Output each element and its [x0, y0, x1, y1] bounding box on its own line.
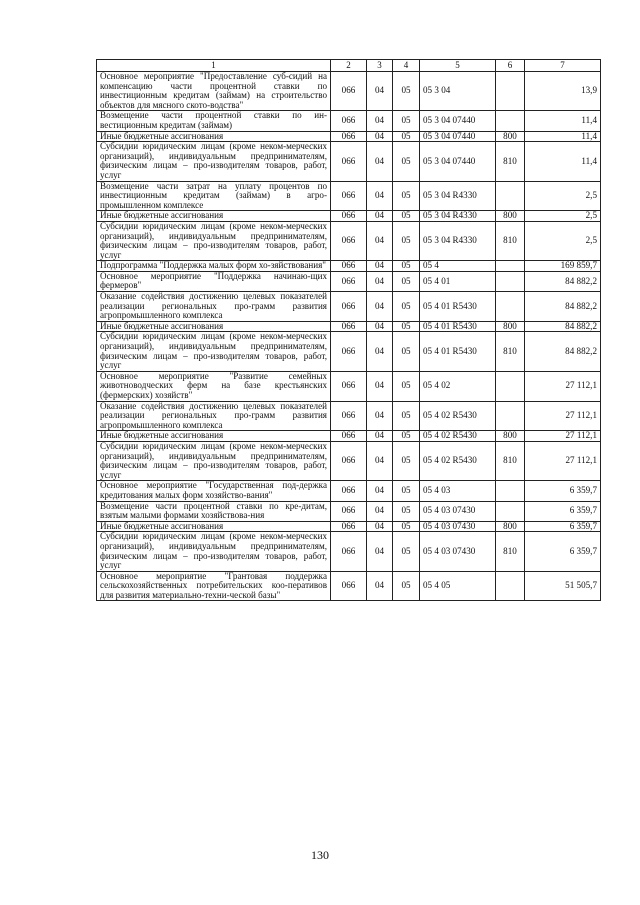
- section-code-cell: 04: [367, 261, 393, 272]
- expense-type-cell: 800: [496, 211, 525, 222]
- section-code-cell: 04: [367, 571, 393, 601]
- ministry-code-cell: 066: [331, 292, 367, 322]
- target-article-cell: 05 3 04 R4330: [420, 211, 496, 222]
- ministry-code-cell: 066: [331, 332, 367, 371]
- amount-cell: 84 882,2: [525, 271, 601, 291]
- ministry-code-cell: 066: [331, 401, 367, 431]
- target-article-cell: 05 3 04 07440: [420, 142, 496, 181]
- table-row: [97, 221, 601, 260]
- table-row: [97, 481, 601, 501]
- expense-type-cell: 800: [496, 131, 525, 142]
- subsection-code-cell: 05: [393, 441, 420, 480]
- subsection-code-cell: 05: [393, 131, 420, 142]
- expense-type-cell: 810: [496, 221, 525, 260]
- section-code-cell: 04: [367, 401, 393, 431]
- target-article-cell: 05 4 02: [420, 371, 496, 401]
- subsection-code-cell: 05: [393, 401, 420, 431]
- table-row: [97, 111, 601, 131]
- row-name-cell: Основное мероприятие "Грантовая поддержка сельскохозяйственных потребительских коо-перативов для развития материально-техни-ческой базы": [97, 571, 331, 601]
- subsection-code-cell: 05: [393, 332, 420, 371]
- amount-cell: 2,5: [525, 181, 601, 211]
- row-name-cell: Возмещение части процентной ставки по ин-вестиционным кредитам (займам): [97, 111, 331, 131]
- ministry-code-cell: 066: [331, 221, 367, 260]
- column-header-2: 2: [331, 60, 367, 72]
- amount-cell: 84 882,2: [525, 292, 601, 322]
- expense-type-cell: [496, 72, 525, 111]
- target-article-cell: 05 4 01 R5430: [420, 292, 496, 322]
- ministry-code-cell: 066: [331, 371, 367, 401]
- table-row: [97, 371, 601, 401]
- amount-cell: 6 359,7: [525, 481, 601, 501]
- row-name-cell: Субсидии юридическим лицам (кроме неком-мерческих организаций), индивидуальным предпринимателям, физическим лицам – про-изводителям товаров, работ, услуг: [97, 142, 331, 181]
- section-code-cell: 04: [367, 221, 393, 260]
- target-article-cell: 05 4 05: [420, 571, 496, 601]
- table-row: [97, 261, 601, 272]
- amount-cell: 13,9: [525, 72, 601, 111]
- section-code-cell: 04: [367, 481, 393, 501]
- expense-type-cell: [496, 481, 525, 501]
- subsection-code-cell: 05: [393, 521, 420, 532]
- row-name-cell: Субсидии юридическим лицам (кроме неком-мерческих организаций), индивидуальным предпринимателям, физическим лицам – про-изводителям товаров, работ, услуг: [97, 221, 331, 260]
- expense-type-cell: 800: [496, 521, 525, 532]
- section-code-cell: 04: [367, 211, 393, 222]
- section-code-cell: 04: [367, 72, 393, 111]
- target-article-cell: 05 4 01 R5430: [420, 332, 496, 371]
- subsection-code-cell: 05: [393, 371, 420, 401]
- table-row: [97, 441, 601, 480]
- subsection-code-cell: 05: [393, 431, 420, 442]
- section-code-cell: 04: [367, 441, 393, 480]
- target-article-cell: 05 3 04 R4330: [420, 221, 496, 260]
- amount-cell: 27 112,1: [525, 371, 601, 401]
- subsection-code-cell: 05: [393, 321, 420, 332]
- section-code-cell: 04: [367, 111, 393, 131]
- amount-cell: 27 112,1: [525, 431, 601, 442]
- table-row: [97, 131, 601, 142]
- subsection-code-cell: 05: [393, 571, 420, 601]
- expense-type-cell: 800: [496, 321, 525, 332]
- section-code-cell: 04: [367, 181, 393, 211]
- subsection-code-cell: 05: [393, 292, 420, 322]
- amount-cell: 11,4: [525, 111, 601, 131]
- amount-cell: 11,4: [525, 131, 601, 142]
- target-article-cell: 05 3 04 07440: [420, 131, 496, 142]
- target-article-cell: 05 4 02 R5430: [420, 441, 496, 480]
- table-row: [97, 501, 601, 521]
- target-article-cell: 05 4 02 R5430: [420, 401, 496, 431]
- expense-type-cell: 810: [496, 532, 525, 571]
- budget-table: [96, 59, 601, 601]
- table-row: [97, 332, 601, 371]
- table-row: [97, 72, 601, 111]
- table-row: [97, 321, 601, 332]
- amount-cell: 6 359,7: [525, 532, 601, 571]
- section-code-cell: 04: [367, 332, 393, 371]
- target-article-cell: 05 4 03 07430: [420, 521, 496, 532]
- subsection-code-cell: 05: [393, 221, 420, 260]
- ministry-code-cell: 066: [331, 111, 367, 131]
- ministry-code-cell: 066: [331, 131, 367, 142]
- row-name-cell: Оказание содействия достижению целевых показателей реализации региональных про-грамм развития агропромышленного комплекса: [97, 401, 331, 431]
- target-article-cell: 05 4 03: [420, 481, 496, 501]
- table-body: [97, 72, 601, 601]
- row-name-cell: Иные бюджетные ассигнования: [97, 211, 331, 222]
- column-header-1: 1: [97, 60, 331, 72]
- row-name-cell: Субсидии юридическим лицам (кроме неком-мерческих организаций), индивидуальным предпринимателям, физическим лицам – про-изводителям товаров, работ, услуг: [97, 441, 331, 480]
- subsection-code-cell: 05: [393, 211, 420, 222]
- ministry-code-cell: 066: [331, 181, 367, 211]
- amount-cell: 51 505,7: [525, 571, 601, 601]
- subsection-code-cell: 05: [393, 481, 420, 501]
- ministry-code-cell: 066: [331, 501, 367, 521]
- table-row: [97, 401, 601, 431]
- column-header-6: 6: [496, 60, 525, 72]
- row-name-cell: Основное мероприятие "Развитие семейных животноводческих ферм на базе крестьянских (фермерских) хозяйств": [97, 371, 331, 401]
- section-code-cell: 04: [367, 371, 393, 401]
- target-article-cell: 05 3 04 R4330: [420, 181, 496, 211]
- amount-cell: 6 359,7: [525, 521, 601, 532]
- ministry-code-cell: 066: [331, 261, 367, 272]
- subsection-code-cell: 05: [393, 111, 420, 131]
- table-row: [97, 211, 601, 222]
- subsection-code-cell: 05: [393, 181, 420, 211]
- row-name-cell: Иные бюджетные ассигнования: [97, 521, 331, 532]
- table-row: [97, 521, 601, 532]
- target-article-cell: 05 3 04: [420, 72, 496, 111]
- table-row: [97, 431, 601, 442]
- section-code-cell: 04: [367, 431, 393, 442]
- expense-type-cell: [496, 571, 525, 601]
- row-name-cell: Субсидии юридическим лицам (кроме неком-мерческих организаций), индивидуальным предпринимателям, физическим лицам – про-изводителям товаров, работ, услуг: [97, 532, 331, 571]
- expense-type-cell: [496, 111, 525, 131]
- row-name-cell: Возмещение части затрат на уплату процентов по инвестиционным кредитам (займам) в агро-промышленном комплексе: [97, 181, 331, 211]
- subsection-code-cell: 05: [393, 142, 420, 181]
- column-header-3: 3: [367, 60, 393, 72]
- section-code-cell: 04: [367, 532, 393, 571]
- expense-type-cell: [496, 501, 525, 521]
- table-row: [97, 271, 601, 291]
- section-code-cell: 04: [367, 321, 393, 332]
- expense-type-cell: 800: [496, 431, 525, 442]
- target-article-cell: 05 4: [420, 261, 496, 272]
- target-article-cell: 05 4 03 07430: [420, 532, 496, 571]
- section-code-cell: 04: [367, 521, 393, 532]
- expense-type-cell: [496, 371, 525, 401]
- amount-cell: 2,5: [525, 211, 601, 222]
- ministry-code-cell: 066: [331, 431, 367, 442]
- amount-cell: 27 112,1: [525, 441, 601, 480]
- row-name-cell: Подпрограмма "Поддержка малых форм хо-зяйствования": [97, 261, 331, 272]
- ministry-code-cell: 066: [331, 441, 367, 480]
- subsection-code-cell: 05: [393, 532, 420, 571]
- column-header-4: 4: [393, 60, 420, 72]
- section-code-cell: 04: [367, 142, 393, 181]
- row-name-cell: Субсидии юридическим лицам (кроме неком-мерческих организаций), индивидуальным предпринимателям, физическим лицам – про-изводителям товаров, работ, услуг: [97, 332, 331, 371]
- row-name-cell: Иные бюджетные ассигнования: [97, 131, 331, 142]
- header-row: [97, 60, 601, 72]
- amount-cell: 27 112,1: [525, 401, 601, 431]
- row-name-cell: Оказание содействия достижению целевых показателей реализации региональных про-грамм развития агропромышленного комплекса: [97, 292, 331, 322]
- table-row: [97, 142, 601, 181]
- ministry-code-cell: 066: [331, 321, 367, 332]
- table-row: [97, 532, 601, 571]
- column-header-7: 7: [525, 60, 601, 72]
- target-article-cell: 05 4 03 07430: [420, 501, 496, 521]
- target-article-cell: 05 4 01: [420, 271, 496, 291]
- amount-cell: 11,4: [525, 142, 601, 181]
- table-row: [97, 181, 601, 211]
- expense-type-cell: [496, 271, 525, 291]
- section-code-cell: 04: [367, 292, 393, 322]
- row-name-cell: Основное мероприятие "Предоставление суб-сидий на компенсацию части процентной ставки по инвестиционным кредитам (займам) на строительство объектов для мясного ското-водства": [97, 72, 331, 111]
- amount-cell: 2,5: [525, 221, 601, 260]
- page-number: 130: [311, 848, 329, 862]
- amount-cell: 6 359,7: [525, 501, 601, 521]
- section-code-cell: 04: [367, 271, 393, 291]
- ministry-code-cell: 066: [331, 142, 367, 181]
- amount-cell: 84 882,2: [525, 332, 601, 371]
- row-name-cell: Основное мероприятие "Поддержка начинаю-щих фермеров": [97, 271, 331, 291]
- ministry-code-cell: 066: [331, 211, 367, 222]
- expense-type-cell: 810: [496, 142, 525, 181]
- ministry-code-cell: 066: [331, 521, 367, 532]
- section-code-cell: 04: [367, 501, 393, 521]
- expense-type-cell: [496, 181, 525, 211]
- expense-type-cell: [496, 401, 525, 431]
- table-row: [97, 292, 601, 322]
- subsection-code-cell: 05: [393, 501, 420, 521]
- row-name-cell: Возмещение части процентной ставки по кре-дитам, взятым малыми формами хозяйствова-ния: [97, 501, 331, 521]
- amount-cell: 84 882,2: [525, 321, 601, 332]
- subsection-code-cell: 05: [393, 261, 420, 272]
- section-code-cell: 04: [367, 131, 393, 142]
- row-name-cell: Основное мероприятие "Государственная под-держка кредитования малых форм хозяйство-вания": [97, 481, 331, 501]
- table-row: [97, 571, 601, 601]
- target-article-cell: 05 4 02 R5430: [420, 431, 496, 442]
- target-article-cell: 05 3 04 07440: [420, 111, 496, 131]
- ministry-code-cell: 066: [331, 571, 367, 601]
- subsection-code-cell: 05: [393, 72, 420, 111]
- ministry-code-cell: 066: [331, 271, 367, 291]
- expense-type-cell: 810: [496, 332, 525, 371]
- expense-type-cell: [496, 261, 525, 272]
- expense-type-cell: [496, 292, 525, 322]
- expense-type-cell: 810: [496, 441, 525, 480]
- amount-cell: 169 859,7: [525, 261, 601, 272]
- ministry-code-cell: 066: [331, 481, 367, 501]
- subsection-code-cell: 05: [393, 271, 420, 291]
- ministry-code-cell: 066: [331, 532, 367, 571]
- target-article-cell: 05 4 01 R5430: [420, 321, 496, 332]
- column-header-5: 5: [420, 60, 496, 72]
- table-header: [97, 60, 601, 72]
- row-name-cell: Иные бюджетные ассигнования: [97, 321, 331, 332]
- ministry-code-cell: 066: [331, 72, 367, 111]
- row-name-cell: Иные бюджетные ассигнования: [97, 431, 331, 442]
